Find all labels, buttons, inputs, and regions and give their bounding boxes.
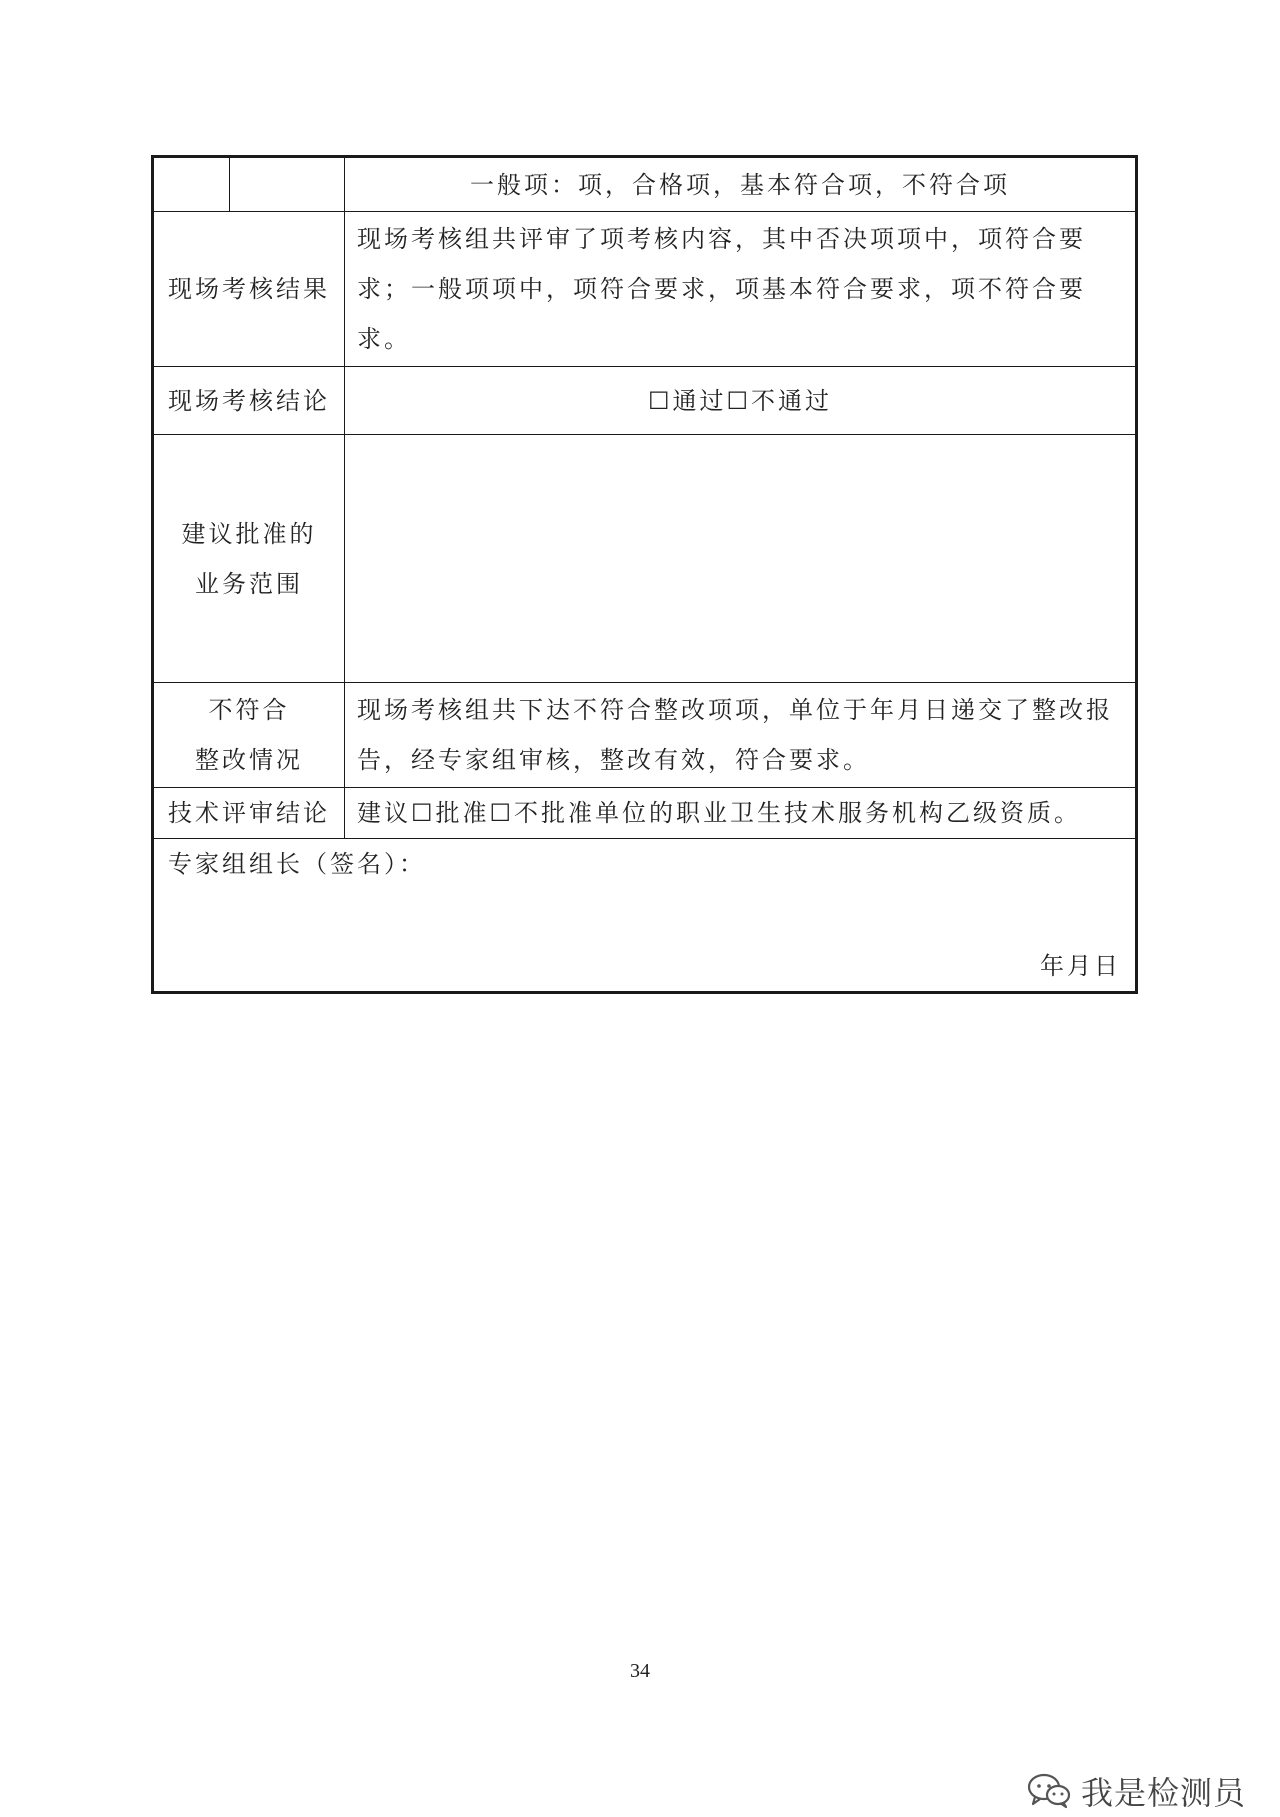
nonconformity-label-line2: 整改情况 <box>195 746 303 774</box>
approved-scope-label-line2: 业务范围 <box>195 569 303 598</box>
onsite-result-row <box>153 212 1137 367</box>
general-items-text: 一般项：项，合格项，基本符合项，不符合项 <box>345 157 1137 212</box>
signature-row <box>153 839 1137 993</box>
nonconformity-label <box>153 683 345 788</box>
onsite-conclusion-options: ☐通过☐不通过 <box>345 367 1137 435</box>
onsite-result-text: 现场考核组共评审了项考核内容，其中否决项项中，项符合要求；一般项项中，项符合要求，项基本符合要求，项不符合要求。 <box>345 212 1137 367</box>
onsite-result-label: 现场考核结果 <box>153 212 345 367</box>
technical-review-label: 技术评审结论 <box>153 788 345 839</box>
page-number: 34 <box>630 1660 650 1682</box>
signature-cell <box>153 839 1137 993</box>
empty-cell-left <box>153 157 230 212</box>
nonconformity-text: 现场考核组共下达不符合整改项项，单位于年月日递交了整改报告，经专家组审核，整改有效，符合要求。 <box>345 683 1137 788</box>
approved-scope-content <box>345 435 1137 683</box>
approved-scope-label <box>153 435 345 683</box>
review-form-table <box>151 155 1138 994</box>
approved-scope-row <box>153 435 1137 683</box>
onsite-conclusion-row <box>153 367 1137 435</box>
watermark-text: 我是检测员 <box>1080 1774 1246 1812</box>
group-leader-signature-label: 专家组组长（签名）： <box>168 850 426 878</box>
nonconformity-row <box>153 683 1137 788</box>
technical-review-text: 建议☐批准☐不批准单位的职业卫生技术服务机构乙级资质。 <box>345 788 1137 839</box>
signature-date: 年月日 <box>1040 952 1121 980</box>
approved-scope-label-line1: 建议批准的 <box>181 519 317 548</box>
general-items-row <box>153 157 1137 212</box>
onsite-conclusion-label: 现场考核结论 <box>153 367 345 435</box>
wechat-icon <box>1027 1773 1071 1809</box>
empty-cell-middle <box>230 157 345 212</box>
watermark <box>1027 1768 1246 1814</box>
nonconformity-label-line1: 不符合 <box>208 696 290 724</box>
technical-review-row <box>153 788 1137 839</box>
